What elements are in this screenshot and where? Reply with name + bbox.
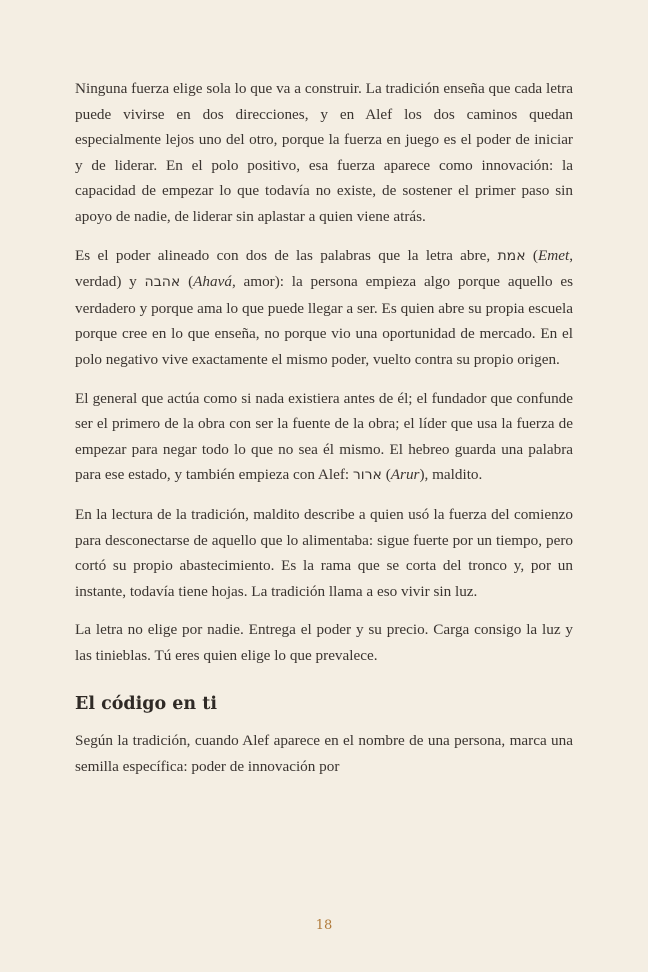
- paragraph-2-text-2: (: [525, 246, 538, 264]
- paragraph-2-text-4: (: [180, 273, 194, 291]
- paragraph-3-text-3: ), maldito.: [419, 466, 483, 484]
- section-title: El código en ti: [75, 694, 217, 715]
- paragraph-3: [75, 386, 573, 489]
- paragraph-2: [75, 243, 573, 373]
- paragraph-2-text-3: , verdad) y: [75, 246, 573, 291]
- paragraph-3-text-1: El general que actúa como si nada existiera antes de él; el fundador que confunde ser el primero de la obra con ser la fuente de la obra; el líder que usa la fuerza de empezar para negar todo lo que no sea él mismo. El hebreo guarda una palabra para ese estado, y también empieza con Alef:: [75, 389, 573, 484]
- paragraph-2-text-5: , amor): la persona empieza algo porque aquello es verdadero y porque ama lo que puede llegar a ser. Es quien abre su propia escuela porque cree en lo que enseña, no porque vio una oportunidad de mercado. En el polo negativo vive exactamente el mismo poder, vuelto contra su propio origen.: [75, 273, 573, 368]
- paragraph-1: Ninguna fuerza elige sola lo que va a construir. La tradición enseña que cada letra puede vivirse en dos direcciones, y en Alef los dos caminos quedan especialmente lejos uno del otro, porque la fuerza en juego es el poder de iniciar y de liderar. En el polo positivo, esa fuerza aparece como innovación: la capacidad de empezar lo que todavía no existe, de sostener el primer paso sin apoyo de nadie, de liderar sin aplastar a quien viene atrás.: [75, 80, 573, 225]
- term-arur: Arur: [390, 466, 420, 484]
- term-emet: Emet: [537, 246, 570, 264]
- hebrew-word-arur: ארור: [352, 467, 382, 484]
- hebrew-word-ahava: אהבה: [144, 274, 181, 291]
- term-ahava: Ahavá: [193, 273, 232, 291]
- paragraph-2-text-1: Es el poder alineado con dos de las palabras que la letra abre,: [75, 246, 498, 264]
- paragraph-6: Según la tradición, cuando Alef aparece en el nombre de una persona, marca una semilla específica: poder de innovación por: [75, 732, 573, 776]
- page-number: 18: [315, 918, 333, 933]
- paragraph-4: En la lectura de la tradición, maldito describe a quien usó la fuerza del comienzo para desconectarse de aquello que lo alimentaba: sigue fuerte por un tiempo, pero cortó su propio abastecimiento. Es la rama que se corta del tronco y, por un instante, todavía tiene hojas. La tradición llama a eso vivir sin luz.: [75, 505, 573, 600]
- hebrew-word-emet: אמת: [497, 247, 526, 264]
- paragraph-3-text-2: (: [381, 466, 391, 484]
- paragraph-5: La letra no elige por nadie. Entrega el poder y su precio. Carga consigo la luz y las tinieblas. Tú eres quien elige lo que prevalece.: [75, 621, 573, 664]
